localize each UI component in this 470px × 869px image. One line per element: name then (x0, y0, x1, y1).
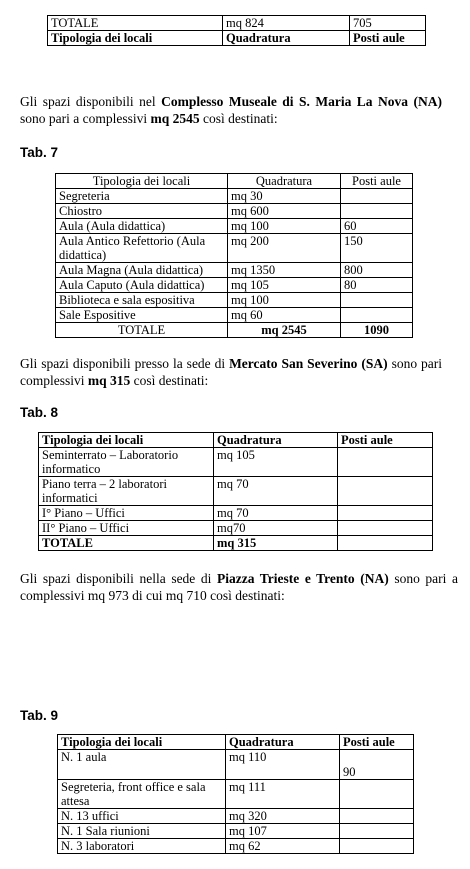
para-bold: mq 315 (87, 373, 131, 388)
para-text: Gli spazi disponibili nella sede di (20, 571, 217, 586)
table-cell (338, 448, 433, 477)
table-row (56, 204, 413, 219)
table-cell: 705 (350, 16, 426, 31)
table-row (39, 448, 433, 477)
paragraph-santa-maria-la-nova (20, 93, 442, 127)
table-cell: mq 105 (228, 278, 341, 293)
table-row (56, 263, 413, 278)
table-cell: mq 110 (226, 750, 340, 780)
top-table (47, 15, 426, 46)
table-total-row (39, 536, 433, 551)
table-cell: TOTALE (48, 16, 223, 31)
table-cell (338, 521, 433, 536)
table-cell (341, 308, 413, 323)
table-row (58, 750, 414, 780)
table-cell: 800 (341, 263, 413, 278)
table-row (56, 219, 413, 234)
para-bold: mq 2545 (150, 111, 200, 126)
table-cell: mq 70 (214, 477, 338, 506)
column-header: Quadratura (228, 174, 341, 189)
table-row (56, 234, 413, 263)
table-cell: 80 (341, 278, 413, 293)
table-cell: Quadratura (223, 31, 350, 46)
column-header: Tipologia dei locali (56, 174, 228, 189)
paragraph-piazza-trieste-e-trento (20, 570, 458, 604)
table-cell: 60 (341, 219, 413, 234)
table-cell: Biblioteca e sala espositiva (56, 293, 228, 308)
table-cell: Segreteria (56, 189, 228, 204)
table-row (39, 477, 433, 506)
tab9-table (57, 734, 414, 854)
para-bold: Mercato San Severino (SA) (229, 356, 388, 371)
total-value (338, 536, 433, 551)
para-text: Gli spazi disponibili presso la sede di (20, 356, 230, 371)
para-text: sono pari complessivi (20, 356, 442, 388)
table-cell: N. 1 Sala riunioni (58, 824, 226, 839)
table-cell: I° Piano – Uffici (39, 506, 214, 521)
table-cell: Tipologia dei locali (48, 31, 223, 46)
column-header: Quadratura (226, 735, 340, 750)
table-cell: N. 13 uffici (58, 809, 226, 824)
table-cell: mq 62 (226, 839, 340, 854)
para-text: sono pari a complessivi (20, 111, 151, 126)
table-cell (341, 189, 413, 204)
table-row (58, 824, 414, 839)
table-cell (340, 780, 414, 809)
para-bold: Piazza Trieste e Trento (NA) (216, 571, 389, 586)
table-cell: Seminterrato – Laboratorio informatico (39, 448, 214, 477)
table-row (48, 16, 426, 31)
column-header: Tipologia dei locali (39, 433, 214, 448)
table-row (56, 308, 413, 323)
table-cell (340, 839, 414, 854)
table-cell (338, 477, 433, 506)
table-row (58, 839, 414, 854)
table-cell: Aula Caputo (Aula didattica) (56, 278, 228, 293)
table-row (58, 780, 414, 809)
total-value: mq 2545 (228, 323, 341, 338)
table-cell: 150 (341, 234, 413, 263)
table-cell: 90 (340, 750, 414, 780)
column-header: Quadratura (214, 433, 338, 448)
table-cell: Posti aule (350, 31, 426, 46)
table-cell: mq 600 (228, 204, 341, 219)
tab7-label: Tab. 7 (20, 145, 59, 160)
total-value: 1090 (341, 323, 413, 338)
para-text: Gli spazi disponibili nel (20, 94, 162, 109)
table-total-row (56, 323, 413, 338)
table-cell: mq 105 (214, 448, 338, 477)
table-cell: Segreteria, front office e sala attesa (58, 780, 226, 809)
table-cell (338, 506, 433, 521)
tab8-table (38, 432, 433, 551)
table-cell: mq 1350 (228, 263, 341, 278)
table-cell (340, 809, 414, 824)
table-cell: Piano terra – 2 laboratori informatici (39, 477, 214, 506)
table-cell: mq 60 (228, 308, 341, 323)
table-cell: mq70 (214, 521, 338, 536)
table-cell: N. 1 aula (58, 750, 226, 780)
table-cell: mq 824 (223, 16, 350, 31)
table-cell: mq 320 (226, 809, 340, 824)
para-text: così destinati: (199, 111, 278, 126)
table-cell: mq 100 (228, 219, 341, 234)
table-row (39, 521, 433, 536)
total-label: TOTALE (39, 536, 214, 551)
table-cell: Aula Antico Refettorio (Aula didattica) (56, 234, 228, 263)
tab9-label: Tab. 9 (20, 708, 59, 723)
table-cell (340, 824, 414, 839)
table-cell: mq 200 (228, 234, 341, 263)
table-cell: mq 100 (228, 293, 341, 308)
column-header: Posti aule (338, 433, 433, 448)
table-cell: Chiostro (56, 204, 228, 219)
column-header: Posti aule (340, 735, 414, 750)
table-header-row (56, 174, 413, 189)
table-cell: II° Piano – Uffici (39, 521, 214, 536)
table-cell: mq 30 (228, 189, 341, 204)
table-row (56, 278, 413, 293)
paragraph-mercato-san-severino (20, 355, 442, 389)
table-header-row (58, 735, 414, 750)
para-text: sono pari a complessivi mq 973 di cui mq 710 così destinati: (20, 571, 458, 603)
table-cell: Sale Espositive (56, 308, 228, 323)
table-row (39, 506, 433, 521)
table-cell: Aula (Aula didattica) (56, 219, 228, 234)
table-cell (341, 293, 413, 308)
table-cell (341, 204, 413, 219)
column-header: Posti aule (341, 174, 413, 189)
column-header: Tipologia dei locali (58, 735, 226, 750)
table-header-row (39, 433, 433, 448)
table-row (56, 189, 413, 204)
total-label: TOTALE (56, 323, 228, 338)
table-cell: mq 107 (226, 824, 340, 839)
table-cell: mq 111 (226, 780, 340, 809)
table-cell: N. 3 laboratori (58, 839, 226, 854)
tab7-table (55, 173, 413, 338)
table-cell: Aula Magna (Aula didattica) (56, 263, 228, 278)
para-bold: Complesso Museale di S. Maria La Nova (NA) (161, 94, 442, 109)
para-text: così destinati: (130, 373, 209, 388)
total-value: mq 315 (214, 536, 338, 551)
table-row (48, 31, 426, 46)
table-row (58, 809, 414, 824)
table-cell: mq 70 (214, 506, 338, 521)
table-row (56, 293, 413, 308)
tab8-label: Tab. 8 (20, 405, 59, 420)
